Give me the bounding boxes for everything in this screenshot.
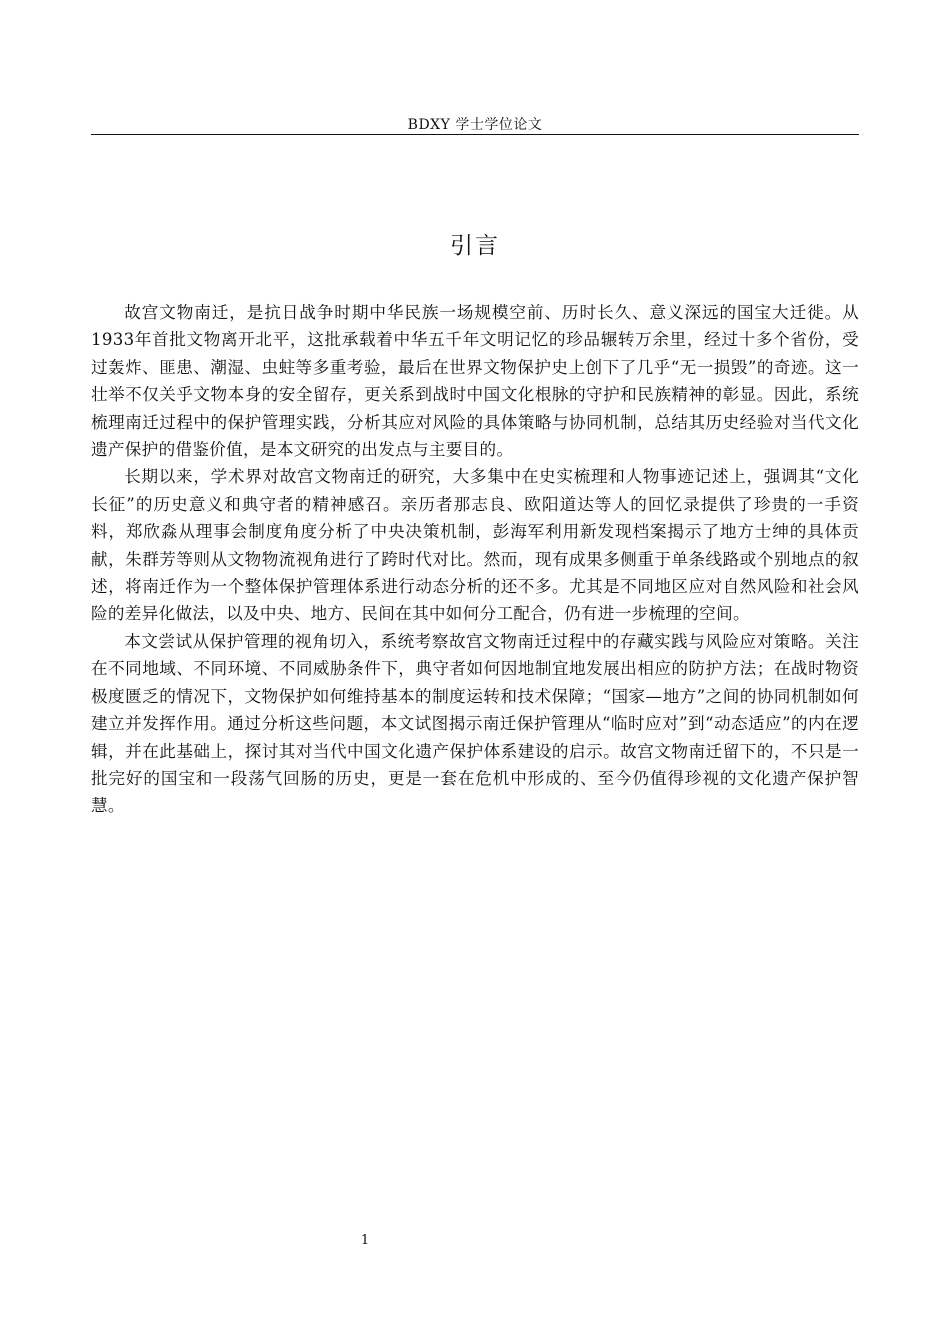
chapter-title: 引言 — [450, 233, 500, 259]
running-header: BDXY 学士学位论文 — [407, 117, 543, 133]
paragraph: 本文尝试从保护管理的视角切入，系统考察故宫文物南迁过程中的存藏实践与风险应对策略。关注在不同地域、不同环境、不同威胁条件下，典守者如何因地制宜地发展出相应的防护方法；在战时物资极度匮乏的情况下，文物保护如何维持基本的制度运转和技术保障；“国家—地方”之间的协同机制如何建立并发挥作用。通过分析这些问题，本文试图揭示南迁保护管理从“临时应对”到“动态适应”的内在逻辑，并在此基础上，探讨其对当代中国文化遗产保护体系建设的启示。故宫文物南迁留下的，不只是一批完好的国宝和一段荡气回肠的历史，更是一套在危机中形成的、至今仍值得珍视的文化遗产保护智慧。 — [91, 631, 859, 816]
paragraph: 长期以来，学术界对故宫文物南迁的研究，大多集中在史实梳理和人物事迹记述上，强调其“文化长征”的历史意义和典守者的精神感召。亲历者那志良、欧阳道达等人的回忆录提供了珍贵的一手资料，郑欣淼从理事会制度角度分析了中央决策机制，彭海军利用新发现档案揭示了地方士绅的具体贡献，朱群芳等则从文物物流视角进行了跨时代对比。然而，现有成果多侧重于单条线路或个别地点的叙述，将南迁作为一个整体保护管理体系进行动态分析的还不多。尤其是不同地区应对自然风险和社会风险的差异化做法，以及中央、地方、民间在其中如何分工配合，仍有进一步梳理的空间。 — [91, 467, 859, 624]
paragraph: 故宫文物南迁，是抗日战争时期中华民族一场规模空前、历时长久、意义深远的国宝大迁徙。从1933年首批文物离开北平，这批承载着中华五千年文明记忆的珍品辗转万余里，经过十多个省份，受过轰炸、匪患、潮湿、虫蛀等多重考验，最后在世界文物保护史上创下了几乎“无一损毁”的奇迹。这一壮举不仅关乎文物本身的安全留存，更关系到战时中国文化根脉的守护和民族精神的彰显。因此，系统梳理南迁过程中的保护管理实践，分析其应对风险的具体策略与协同机制，总结其历史经验对当代文化遗产保护的借鉴价值，是本文研究的出发点与主要目的。 — [91, 303, 859, 460]
header-divider — [91, 134, 859, 135]
page-number: 1 — [360, 1233, 370, 1248]
body-text — [91, 299, 859, 820]
